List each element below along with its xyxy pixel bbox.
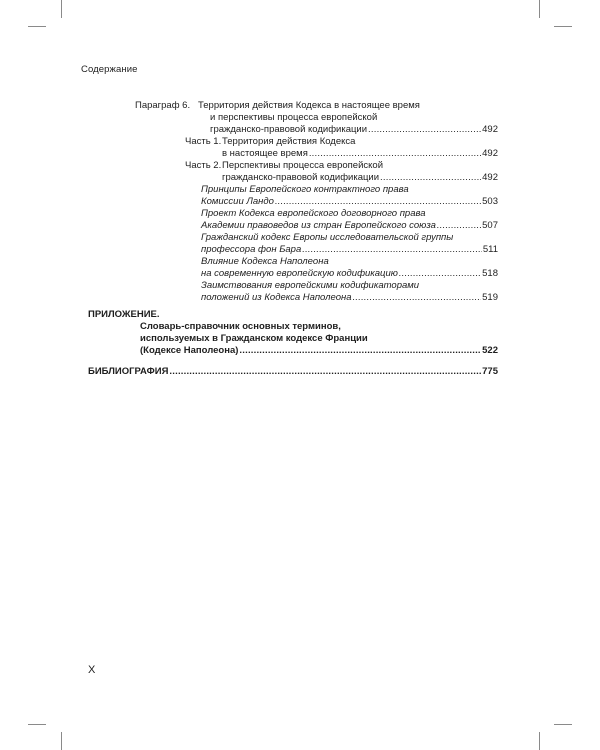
toc-entry-appendix[interactable] [140, 345, 498, 357]
toc-page-number: 519 [482, 292, 498, 303]
crop-mark [554, 26, 572, 27]
toc-part-label: Часть 2. [185, 160, 222, 171]
toc-entry-borrowing[interactable] [201, 292, 498, 304]
toc-entry-text: Академии правоведов из стран Европейского союза [201, 220, 436, 231]
toc-page-number: 503 [482, 196, 498, 207]
toc-entry-text: профессора фон Бара [201, 244, 302, 255]
leader-dots [309, 148, 481, 160]
toc-part-label: Часть 1. [185, 136, 222, 147]
running-header: Содержание [81, 64, 138, 75]
toc-entry-text: Комиссии Ландо [201, 196, 274, 207]
leader-dots [275, 196, 481, 208]
page-number: X [88, 664, 96, 676]
toc-entry-lando[interactable] [201, 196, 498, 208]
toc-entry-text: положений из Кодекса Наполеона [201, 292, 352, 303]
leader-dots [239, 345, 481, 357]
crop-mark [554, 724, 572, 725]
toc-page-number: 507 [482, 220, 498, 231]
toc-entry-text: гражданско-правовой кодификации [222, 172, 380, 183]
leader-dots [353, 292, 482, 304]
toc-entry-text: в настоящее время [222, 148, 308, 159]
toc-paragraph-label: Параграф 6. [135, 100, 191, 111]
toc-subentry-line1: Принципы Европейского контрактного права [201, 184, 409, 195]
toc-entry-part1[interactable] [222, 148, 498, 160]
toc-entry-paragraph6[interactable] [210, 124, 498, 136]
toc-appendix-title: ПРИЛОЖЕНИЕ. [88, 309, 160, 320]
toc-entry-influence[interactable] [201, 268, 498, 280]
toc-subentry-line1: Гражданский кодекс Европы исследовательской группы [201, 232, 454, 243]
crop-mark [61, 732, 62, 750]
toc-page-number: 492 [482, 124, 498, 135]
toc-page-number: 522 [482, 345, 498, 356]
toc-page-number: 511 [482, 244, 498, 255]
leader-dots [380, 172, 481, 184]
toc-subentry-line1: Заимствования европейскими кодификаторами [201, 280, 420, 291]
toc-page-number: 492 [482, 172, 498, 183]
toc-entry-text: (Кодексе Наполеона) [140, 345, 239, 356]
toc-entry-text: БИБЛИОГРАФИЯ [88, 366, 169, 377]
crop-mark [28, 26, 46, 27]
crop-mark [28, 724, 46, 725]
toc-entry-text: на современную европейскую кодификацию [201, 268, 398, 279]
toc-entry-part2[interactable] [222, 172, 498, 184]
toc-page-number: 775 [482, 366, 498, 377]
toc-paragraph-title-line1: Территория действия Кодекса в настоящее время [198, 100, 420, 111]
toc-subentry-line1: Проект Кодекса европейского договорного права [201, 208, 426, 219]
toc-part-title-line1: Перспективы процесса европейской [222, 160, 383, 171]
toc-entry-academy[interactable] [201, 220, 498, 232]
leader-dots [302, 244, 482, 256]
crop-mark [61, 0, 62, 18]
toc-page-number: 518 [482, 268, 498, 279]
toc-appendix-line2: используемых в Гражданском кодексе Франции [140, 333, 368, 344]
crop-mark [539, 0, 540, 18]
toc-subentry-line1: Влияние Кодекса Наполеона [201, 256, 329, 267]
toc-entry-vonbar[interactable] [201, 244, 498, 256]
crop-mark [539, 732, 540, 750]
leader-dots [368, 124, 481, 136]
toc-page-number: 492 [482, 148, 498, 159]
toc-entry-bibliography[interactable] [88, 366, 498, 378]
toc-appendix-line1: Словарь-справочник основных терминов, [140, 321, 341, 332]
leader-dots [169, 366, 481, 378]
leader-dots [437, 220, 481, 232]
toc-paragraph-title-line2: и перспективы процесса европейской [210, 112, 378, 123]
toc-part-title-line1: Территория действия Кодекса [222, 136, 356, 147]
leader-dots [399, 268, 481, 280]
toc-entry-text: гражданско-правовой кодификации [210, 124, 368, 135]
